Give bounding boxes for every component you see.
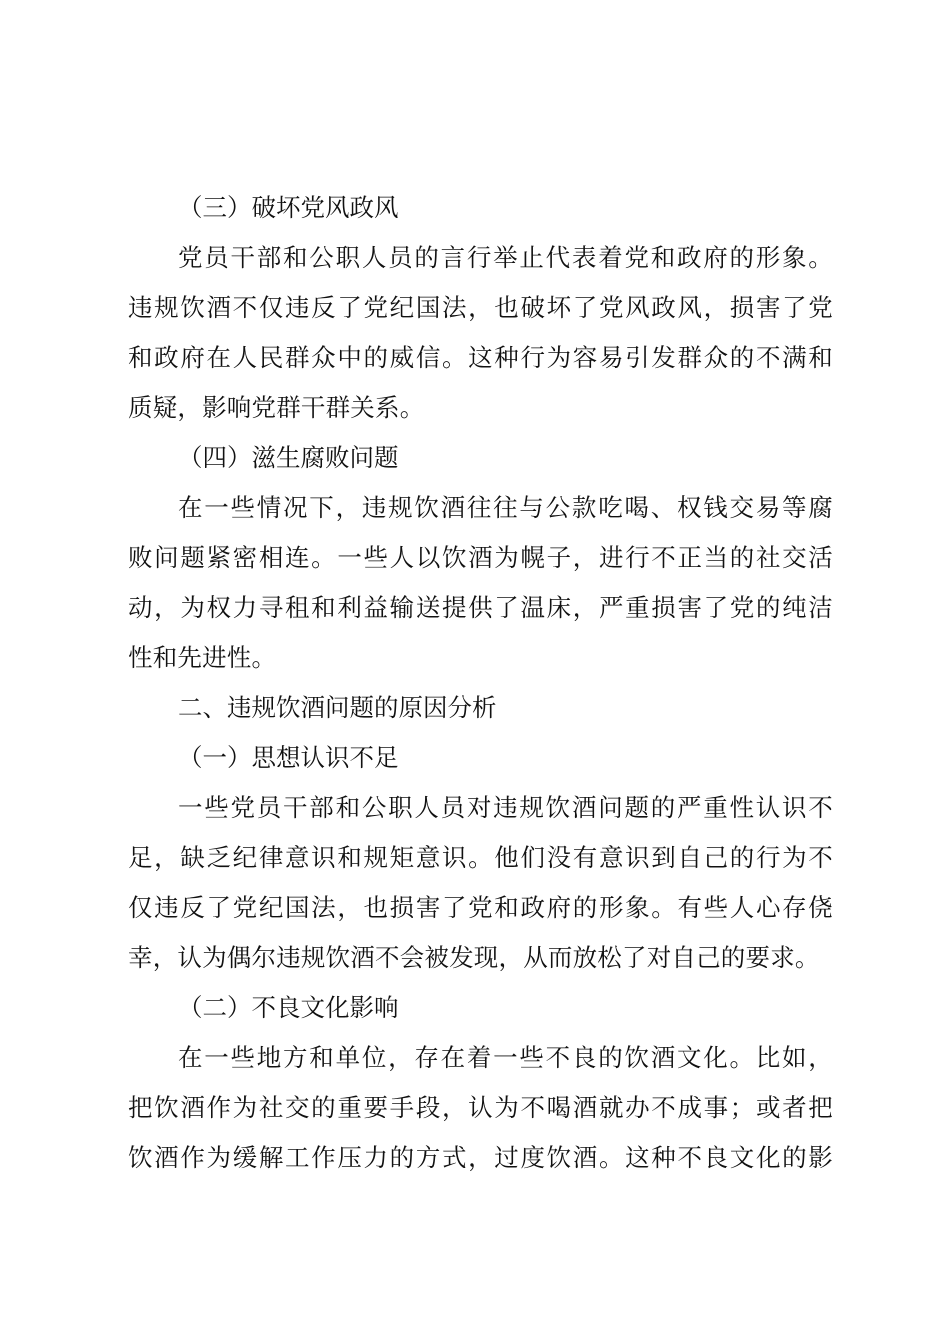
paragraph (128, 783, 833, 983)
paragraph (128, 483, 833, 683)
heading-text: 二、违规饮酒问题的原因分析 (178, 693, 497, 722)
heading-text: （二）不良文化影响 (178, 993, 399, 1022)
paragraph-line: 仅违反了党纪国法，也损害了党和政府的形象。有些人心存侥 (128, 893, 833, 922)
paragraph-line: 质疑，影响党群干群关系。 (128, 393, 425, 422)
paragraph-line: 违规饮酒不仅违反了党纪国法，也破坏了党风政风，损害了党 (128, 293, 833, 322)
section-heading (128, 183, 833, 233)
heading-text: （三）破坏党风政风 (178, 193, 399, 222)
paragraph-line: 在一些情况下，违规饮酒往往与公款吃喝、权钱交易等腐 (178, 493, 833, 522)
paragraph-line: 动，为权力寻租和利益输送提供了温床，严重损害了党的纯洁 (128, 593, 833, 622)
heading-text: （四）滋生腐败问题 (178, 443, 399, 472)
paragraph-line: 饮酒作为缓解工作压力的方式，过度饮酒。这种不良文化的影 (128, 1143, 833, 1172)
paragraph-line: 性和先进性。 (128, 643, 277, 672)
section-heading (128, 983, 833, 1033)
paragraph-line: 和政府在人民群众中的威信。这种行为容易引发群众的不满和 (128, 343, 833, 372)
paragraph-line: 一些党员干部和公职人员对违规饮酒问题的严重性认识不 (178, 793, 833, 822)
paragraph-line: 把饮酒作为社交的重要手段，认为不喝酒就办不成事；或者把 (128, 1093, 833, 1122)
heading-text: （一）思想认识不足 (178, 743, 399, 772)
paragraph-line: 党员干部和公职人员的言行举止代表着党和政府的形象。 (178, 243, 833, 272)
paragraph-line: 足，缺乏纪律意识和规矩意识。他们没有意识到自己的行为不 (128, 843, 833, 872)
paragraph-line: 在一些地方和单位，存在着一些不良的饮酒文化。比如， (178, 1043, 833, 1072)
paragraph (128, 1033, 833, 1183)
section-heading (128, 433, 833, 483)
section-heading (128, 683, 833, 733)
section-heading (128, 733, 833, 783)
paragraph-line: 败问题紧密相连。一些人以饮酒为幌子，进行不正当的社交活 (128, 543, 833, 572)
paragraph-line: 幸，认为偶尔违规饮酒不会被发现，从而放松了对自己的要求。 (128, 943, 820, 972)
document-body (128, 183, 833, 1183)
paragraph (128, 233, 833, 433)
